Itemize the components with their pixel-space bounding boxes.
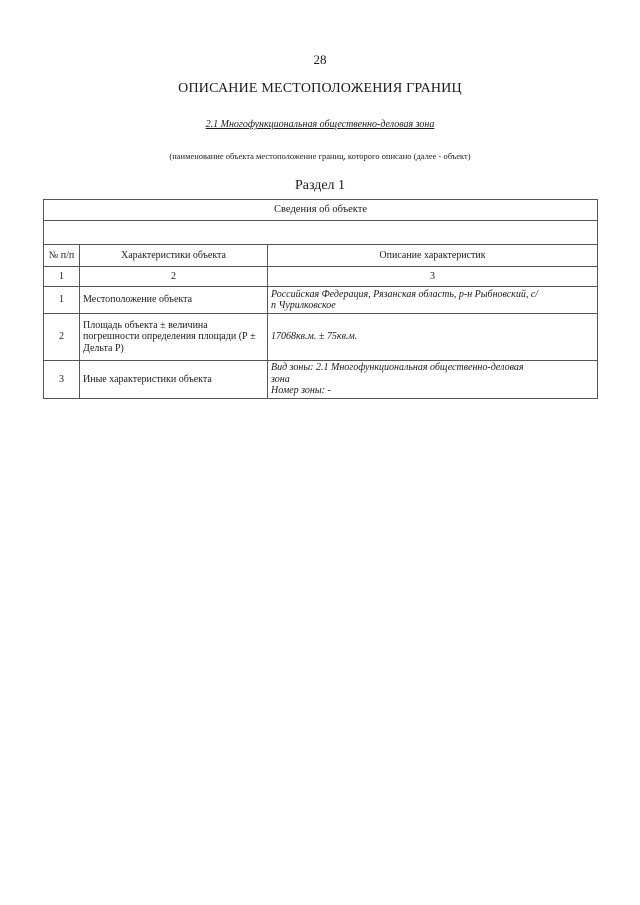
header-description: Описание характеристик <box>268 245 598 267</box>
column-number-3: 3 <box>268 267 598 287</box>
row-number: 2 <box>44 314 80 361</box>
table-title-row <box>44 200 598 221</box>
row-characteristic: Иные характеристики объекта <box>80 361 268 399</box>
table-row <box>44 314 598 361</box>
description-line: п Чурилковское <box>271 300 336 311</box>
row-description <box>268 361 598 399</box>
table-header-row <box>44 245 598 267</box>
table-title: Сведения об объекте <box>44 200 598 221</box>
object-name-caption: (наименование объекта местоположение границ, которого описано (далее - объект) <box>169 151 471 161</box>
table-row <box>44 287 598 314</box>
row-description <box>268 287 598 314</box>
object-name: 2.1 Многофункциональная общественно-деловая зона <box>205 119 435 130</box>
row-number: 1 <box>44 287 80 314</box>
description-line: зона <box>271 373 290 385</box>
page-number: 28 <box>313 52 327 67</box>
row-number: 3 <box>44 361 80 399</box>
description-line: Российская Федерация, Рязанская область, р-н Рыбновский, с/ <box>271 288 539 300</box>
row-characteristic: Местоположение объекта <box>80 287 268 314</box>
section-title: Раздел 1 <box>294 178 346 193</box>
table-column-numbers-row <box>44 267 598 287</box>
description-line: Вид зоны: 2.1 Многофункциональная общественно-деловая <box>271 362 524 374</box>
row-characteristic: Площадь объекта ± величина погрешности определения площади (Р ± Дельта Р) <box>80 314 268 361</box>
object-info-table <box>43 199 598 399</box>
table-empty-cell <box>44 221 598 245</box>
table-row <box>44 361 598 399</box>
document-title: ОПИСАНИЕ МЕСТОПОЛОЖЕНИЯ ГРАНИЦ <box>178 81 462 96</box>
object-name-line <box>0 119 640 130</box>
description-line: 17068кв.м. ± 75кв.м. <box>271 331 358 343</box>
table-empty-row <box>44 221 598 245</box>
header-number: № п/п <box>44 245 80 267</box>
header-characteristic: Характеристики объекта <box>80 245 268 267</box>
column-number-2: 2 <box>80 267 268 287</box>
column-number-1: 1 <box>44 267 80 287</box>
description-line: Номер зоны: - <box>271 385 331 397</box>
row-description <box>268 314 598 361</box>
